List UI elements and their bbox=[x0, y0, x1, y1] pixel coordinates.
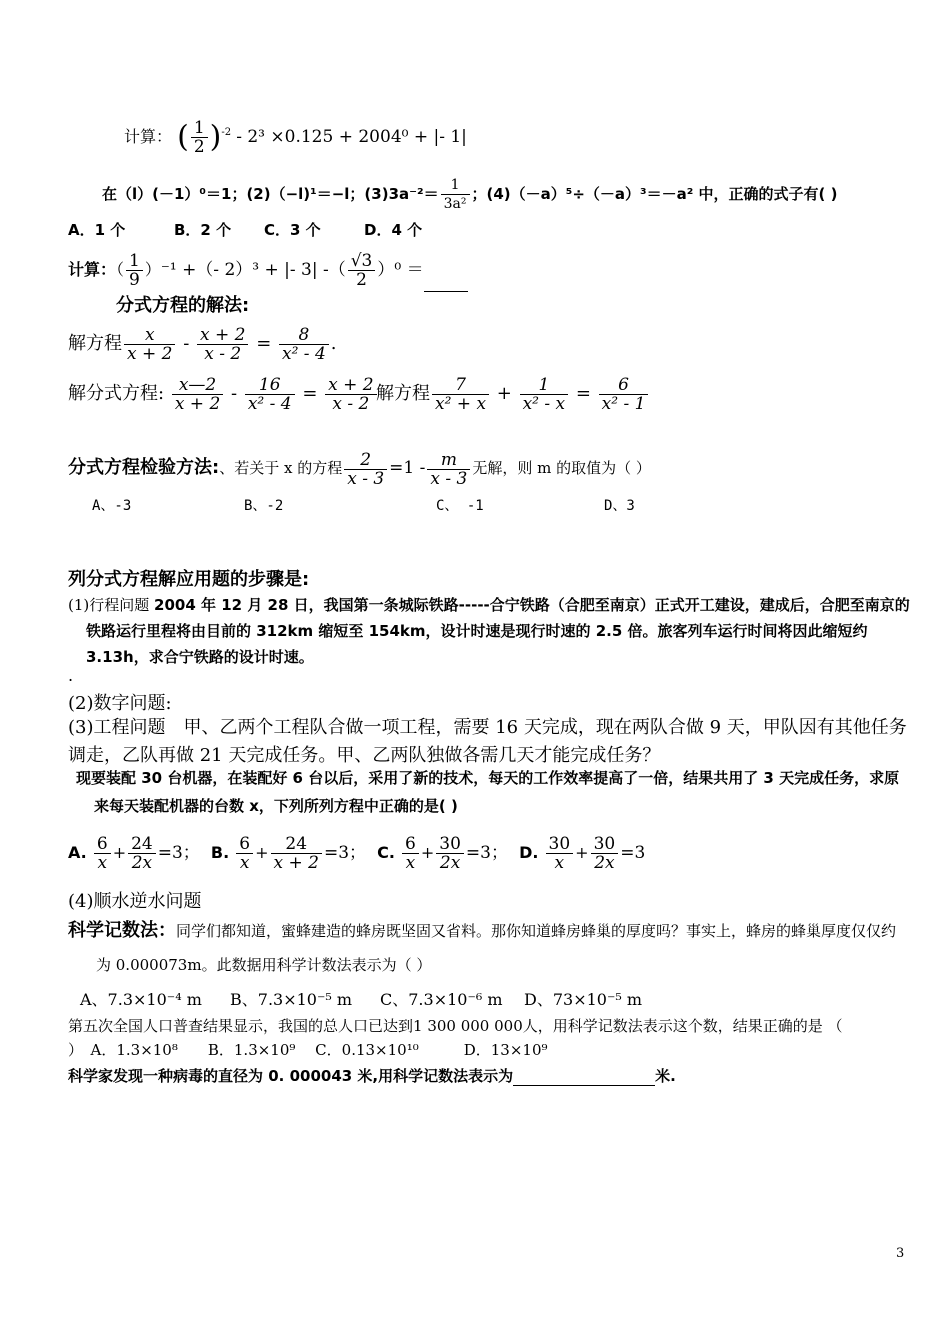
sci-block bbox=[68, 914, 910, 982]
eq1-frac-a: $\frac{x}{x + 2}$ bbox=[124, 326, 175, 363]
problem-2: (2)数字问题: bbox=[68, 693, 172, 714]
calc1-power: -2 bbox=[221, 127, 232, 138]
calc1-label: 计算： bbox=[124, 127, 173, 146]
heading-solve: 分式方程的解法: bbox=[116, 295, 250, 316]
page-number: 3 bbox=[896, 1246, 905, 1261]
eq3-frac-c: $\frac{6}{\text{x² - 1}}$ bbox=[599, 376, 649, 413]
q2-options bbox=[68, 220, 422, 240]
eq1-frac-c: $\frac{8}{\text{x² - 4}}$ bbox=[279, 326, 329, 363]
eq1-frac-b: $\frac{x + 2}{x - 2}$ bbox=[197, 326, 248, 363]
check-option-b: B、-2 bbox=[244, 498, 284, 514]
virus-unit: 米. bbox=[655, 1067, 676, 1085]
virus-line bbox=[68, 1066, 676, 1086]
problem-1-text: 2004 年 12 月 28 日，我国第一条城际铁路-----合宁铁路（合肥至南京）正式开工建设，建成后，合肥至南京的铁路运行里程将由目前的 312km 缩短至 154km，设计时速是现行时速的 2.5 倍。旅客列车运行时间将因此缩短约 3.13h，求合宁铁路的设计时速。 bbox=[86, 596, 910, 666]
sci-option-b: B、7.3×10⁻⁵ m bbox=[230, 990, 353, 1009]
eq2-label: 解分式方程: bbox=[68, 383, 165, 404]
calc1-line: 计算： ( $\frac{1}{2}$ )$^{-2}$ - 2³ ×0.125 + 2004⁰ + |- 1| bbox=[124, 118, 467, 157]
check-option-a: A、-3 bbox=[92, 498, 132, 514]
problem-3b: 现要装配 30 台机器，在装配好 6 台以后，采用了新的技术，每天的工作效率提高了一倍，结果共用了 3 天完成任务，求原来每天装配机器的台数 x，下列所列方程中正确的是( ) bbox=[76, 769, 900, 815]
heading-check: 分式方程检验方法: bbox=[68, 457, 220, 478]
calc2-end: ）⁰ ＝ bbox=[377, 260, 424, 280]
eq3-label: 解方程 bbox=[376, 383, 430, 404]
p3b-option-c: C. $\frac{6}{x}$ + $\frac{30}{2x}$ =3； bbox=[377, 834, 508, 873]
eq2-line: 解分式方程: $\frac{x—2}{x + 2}$ - $\frac{16}{\text{x² - 4}}$ = $\frac{x + 2}{x - 2}$ bbox=[68, 370, 379, 418]
q2-option-d: D．4 个 bbox=[364, 221, 423, 239]
check-options bbox=[92, 496, 635, 516]
dot-mark: . bbox=[68, 666, 74, 685]
problem-3: (3)工程问题 甲、乙两个工程队合做一项工程，需要 16 天完成，现在两队合做 9 天，甲队因有其他任务调走，乙队再做 21 天完成任务。甲、乙两队独做各需几天才能完成任务？ bbox=[68, 717, 907, 766]
eq2-frac-b: $\frac{16}{\text{x² - 4}}$ bbox=[245, 376, 295, 413]
check-line bbox=[68, 444, 651, 492]
problem-1-prefix: (1)行程问题 bbox=[68, 596, 155, 614]
problem-4: (4)顺水逆水问题 bbox=[68, 891, 202, 912]
eq3-frac-a: $\frac{7}{\text{x² + x}}$ bbox=[432, 376, 489, 413]
census-text: 第五次全国人口普查结果显示，我国的总人口已达到1 300 000 000人，用科学记数法表示这个数，结果正确的是 （ bbox=[68, 1017, 843, 1035]
check-frac-1: $\frac{2}{x - 3}$ bbox=[344, 451, 387, 488]
eq1-line: 解方程 $\frac{x}{x + 2}$ - $\frac{x + 2}{x - 2}$ = $\frac{8}{\text{x² - 4}}$ . bbox=[68, 324, 337, 364]
virus-text: 科学家发现一种病毒的直径为 0. 000043 米,用科学记数法表示为 bbox=[68, 1067, 514, 1085]
check-option-c: C、 -1 bbox=[436, 498, 484, 514]
p3b-option-a: A. $\frac{6}{x}$ + $\frac{24}{2x}$ =3； bbox=[68, 834, 200, 873]
eq3-line: 解方程 $\frac{7}{\text{x² + x}}$ + $\frac{1}{\text{x² - x}}$ = $\frac{6}{\text{x² - 1}}$ bbox=[376, 370, 650, 418]
q2-text-a: 在（l）(－1）⁰＝1；(2)（−l)¹＝−l；(3)3a⁻²＝ bbox=[102, 185, 439, 203]
sci-options bbox=[80, 990, 642, 1010]
virus-blank bbox=[513, 1085, 655, 1086]
calc1-expr: - 2³ ×0.125 + 2004⁰ + |- 1| bbox=[236, 127, 467, 147]
sci-option-d: D、73×10⁻⁵ m bbox=[524, 990, 643, 1009]
calc2-line: 计算：（ $\frac{1}{9}$ ）⁻¹ +（- 2）³ + |- 3| -（ $\frac{√3}{2}$ ）⁰ ＝ bbox=[68, 248, 468, 292]
calc2-label: 计算： bbox=[68, 260, 117, 279]
eq3-frac-b: $\frac{1}{\text{x² - x}}$ bbox=[520, 376, 569, 413]
sci-text: 同学们都知道，蜜蜂建造的蜂房既坚固又省料。那你知道蜂房蜂巢的厚度吗？事实上，蜂房的蜂巢厚度仅仅约为 0.000073m。此数据用科学计数法表示为（ ） bbox=[96, 922, 897, 974]
check-option-d: D、3 bbox=[604, 498, 635, 514]
check-frac-2: $\frac{m}{x - 3}$ bbox=[427, 451, 470, 488]
p3b-option-d: D. $\frac{30}{x}$ + $\frac{30}{2x}$ =3 bbox=[519, 834, 646, 873]
sci-option-a: A、7.3×10⁻⁴ m bbox=[80, 990, 202, 1009]
sci-option-c: C、7.3×10⁻⁶ m bbox=[380, 990, 503, 1009]
check-text-a: 、若关于 x 的方程 bbox=[219, 459, 343, 477]
q2-option-a: A．1 个 bbox=[68, 221, 126, 239]
calc1-fraction: $\frac{1}{2}$ bbox=[191, 119, 208, 156]
p3b-option-b: B. $\frac{6}{x}$ + $\frac{24}{x + 2}$ =3； bbox=[210, 834, 367, 873]
heading-apply: 列分式方程解应用题的步骤是: bbox=[68, 569, 310, 590]
q2-line bbox=[102, 172, 837, 216]
q2-fraction: $\frac{1}{\text{3a²}}$ bbox=[441, 176, 470, 213]
heading-sci: 科学记数法： bbox=[68, 920, 176, 941]
q2-option-b: B．2 个 bbox=[174, 221, 232, 239]
calc2-fraction-2: $\frac{√3}{2}$ bbox=[348, 252, 376, 289]
problem-3b-options bbox=[68, 828, 645, 878]
check-text-b: 无解，则 m 的取值为（ ） bbox=[472, 459, 651, 477]
eq1-label: 解方程 bbox=[68, 333, 122, 354]
calc2-mid: ⁻¹ +（- 2）³ + |- 3| -（ bbox=[160, 260, 346, 280]
check-mid: =1 - bbox=[389, 458, 426, 478]
q2-option-c: C．3 个 bbox=[264, 221, 321, 239]
calc2-blank bbox=[424, 291, 468, 292]
eq2-frac-a: $\frac{x—2}{x + 2}$ bbox=[172, 376, 223, 413]
census-options: ） A．1.3×10⁸ B．1.3×10⁹ C．0.13×10¹⁰ D．13×10⁹ bbox=[68, 1041, 548, 1059]
calc2-fraction-1: $\frac{1}{9}$ bbox=[126, 252, 143, 289]
eq2-frac-c: $\frac{x + 2}{x - 2}$ bbox=[325, 376, 376, 413]
problem-1 bbox=[68, 592, 910, 670]
q2-text-b: ；(4)（－a）⁵÷（－a）³＝－a² 中，正确的式子有( ) bbox=[471, 185, 838, 203]
